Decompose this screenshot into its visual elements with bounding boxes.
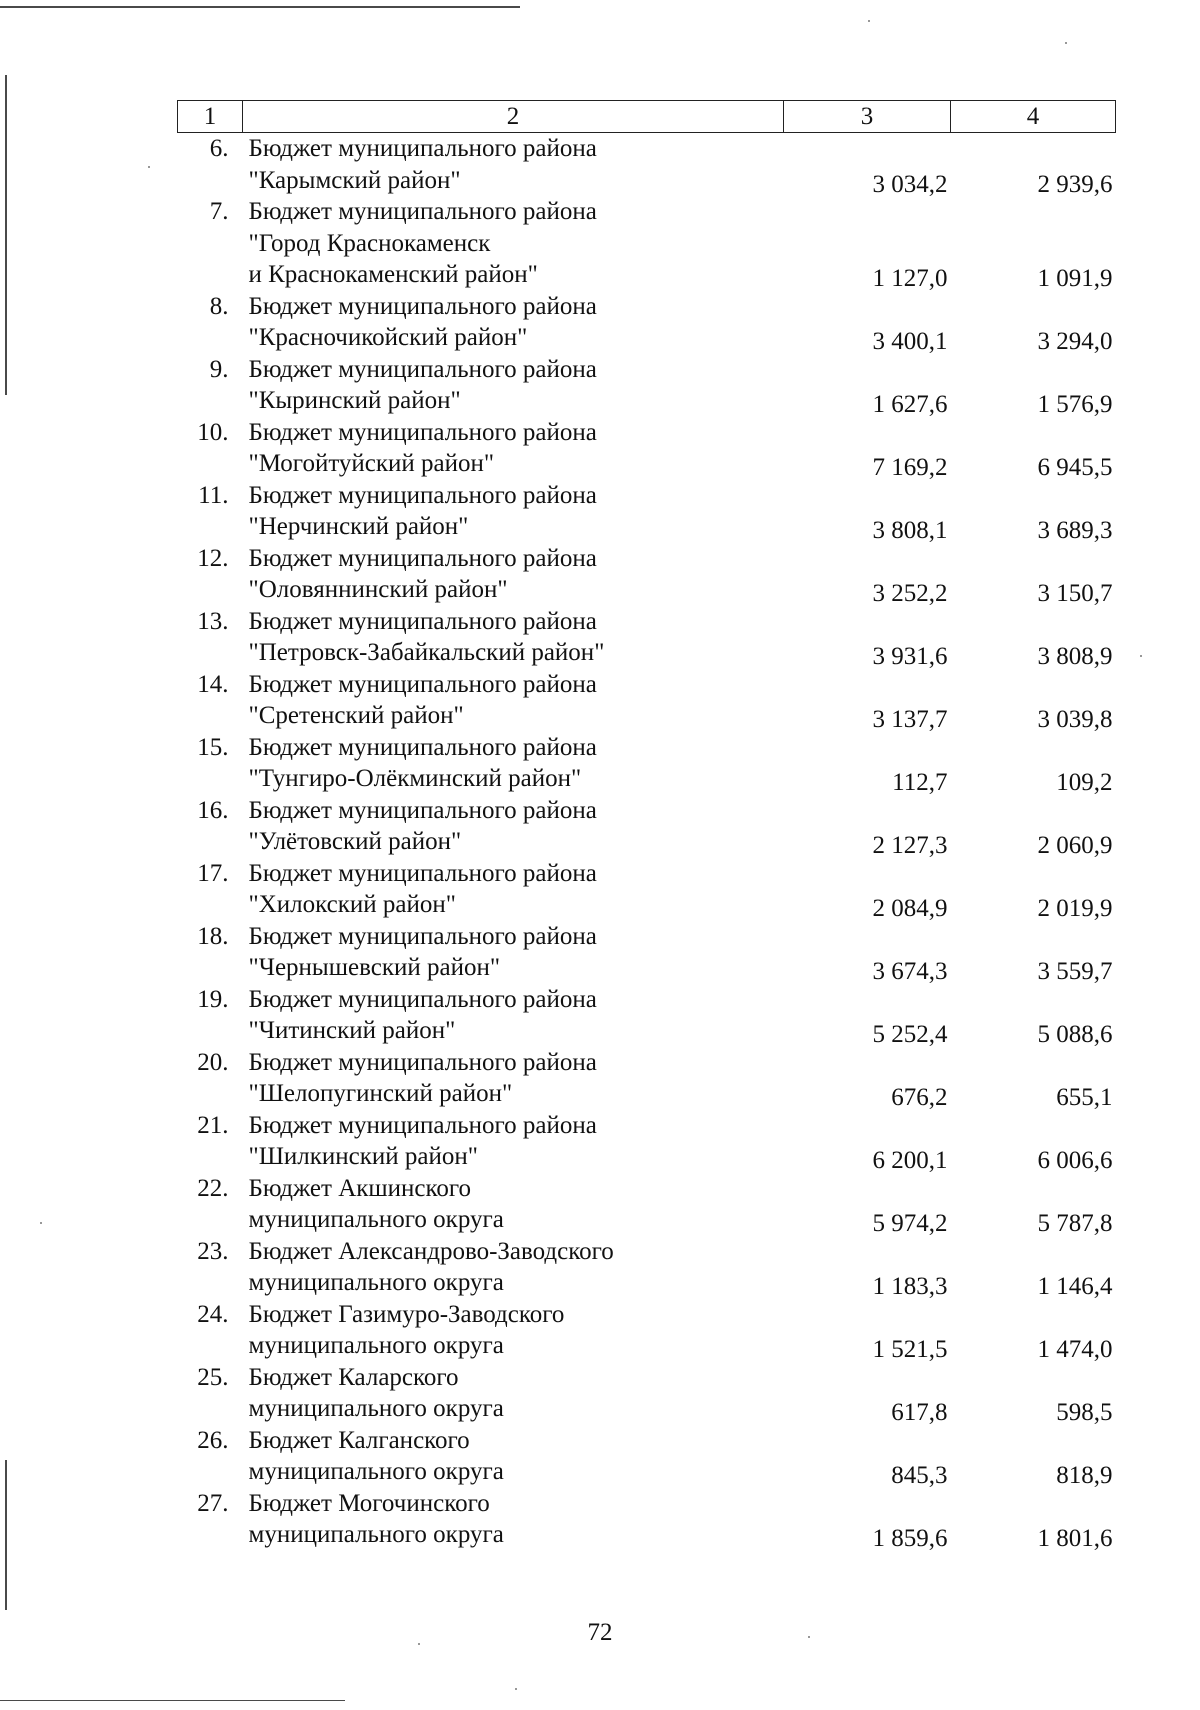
scan-edge-bottom	[0, 1700, 345, 1701]
budget-name-line: Бюджет муниципального района	[248, 922, 597, 950]
row-number: 19.	[197, 985, 229, 1013]
value-col-4	[951, 984, 1116, 1047]
budget-name	[243, 133, 784, 197]
amount: 5 787,8	[1037, 1210, 1113, 1237]
budget-name-line: "Оловяннинский район"	[248, 576, 508, 603]
value-col-4	[951, 196, 1116, 291]
amount: 1 627,6	[872, 391, 948, 418]
value-col-3	[784, 921, 951, 984]
table-row	[178, 354, 1116, 417]
amount: 3 931,6	[872, 643, 948, 670]
row-number: 27.	[197, 1489, 229, 1517]
row-number: 9.	[209, 355, 229, 383]
amount: 3 039,8	[1037, 706, 1113, 733]
value-col-3	[784, 480, 951, 543]
budget-name-line: Бюджет Калганского	[248, 1426, 470, 1454]
budget-name-line: "Кыринский район"	[248, 387, 461, 414]
value-col-4	[951, 606, 1116, 669]
amount: 676,2	[891, 1084, 948, 1111]
table-row	[178, 291, 1116, 354]
table-row	[178, 417, 1116, 480]
scan-speck	[1140, 655, 1142, 657]
amount: 1 859,6	[872, 1525, 948, 1552]
header-col-2: 2	[243, 101, 784, 133]
value-col-3	[784, 1047, 951, 1110]
value-col-4	[951, 133, 1116, 197]
value-col-3	[784, 984, 951, 1047]
budget-name-line: Бюджет муниципального района	[248, 292, 597, 320]
scan-speck	[40, 1222, 42, 1224]
table-row	[178, 1488, 1116, 1551]
budget-name-line: и Краснокаменский район"	[248, 261, 538, 288]
scan-edge-left-lower	[5, 1460, 7, 1610]
value-col-3	[784, 1488, 951, 1551]
table-body	[178, 133, 1116, 1551]
amount: 112,7	[892, 769, 948, 796]
value-col-3	[784, 1173, 951, 1236]
budget-name-line: Бюджет муниципального района	[248, 796, 597, 824]
amount: 1 576,9	[1037, 391, 1113, 418]
amount: 6 200,1	[872, 1147, 948, 1174]
table-row	[178, 196, 1116, 291]
budget-name-line: муниципального округа	[248, 1206, 504, 1233]
budget-name	[243, 606, 784, 669]
budget-name-line: "Улётовский район"	[248, 828, 462, 855]
value-col-4	[951, 291, 1116, 354]
value-col-3	[784, 795, 951, 858]
budget-name-line: Бюджет Газимуро-Заводского	[248, 1300, 565, 1328]
amount: 2 939,6	[1037, 170, 1113, 198]
value-col-4	[951, 795, 1116, 858]
value-col-3	[784, 417, 951, 480]
value-col-4	[951, 354, 1116, 417]
budget-name	[243, 1047, 784, 1110]
amount: 7 169,2	[872, 454, 948, 481]
value-col-4	[951, 1488, 1116, 1551]
table-row	[178, 669, 1116, 732]
amount: 2 060,9	[1037, 832, 1113, 859]
table-row	[178, 1425, 1116, 1488]
table-row	[178, 133, 1116, 197]
budget-name-line: "Тунгиро-Олёкминский район"	[248, 765, 582, 792]
value-col-4	[951, 858, 1116, 921]
header-col-3: 3	[784, 101, 951, 133]
amount: 6 945,5	[1037, 454, 1113, 481]
value-col-4	[951, 1110, 1116, 1173]
budget-name-line: "Хилокский район"	[248, 891, 456, 918]
value-col-4	[951, 1236, 1116, 1299]
budget-name-line: "Чернышевский район"	[248, 954, 501, 981]
row-number: 10.	[197, 418, 229, 446]
amount: 5 088,6	[1037, 1021, 1113, 1048]
amount: 3 252,2	[872, 580, 948, 607]
amount: 617,8	[891, 1399, 948, 1426]
value-col-3	[784, 1236, 951, 1299]
value-col-4	[951, 1299, 1116, 1362]
amount: 3 150,7	[1037, 580, 1113, 607]
budget-name-line: Бюджет Каларского	[248, 1363, 459, 1391]
value-col-3	[784, 858, 951, 921]
amount: 655,1	[1056, 1084, 1113, 1111]
value-col-3	[784, 732, 951, 795]
budget-name	[243, 417, 784, 480]
value-col-3	[784, 291, 951, 354]
amount: 1 521,5	[872, 1336, 948, 1363]
table-row	[178, 1299, 1116, 1362]
row-number: 18.	[197, 922, 229, 950]
amount: 109,2	[1056, 769, 1113, 796]
budget-name-line: Бюджет Александрово-Заводского	[248, 1237, 614, 1265]
scan-speck	[1065, 42, 1067, 44]
value-col-3	[784, 1299, 951, 1362]
value-col-3	[784, 133, 951, 197]
budget-name-line: Бюджет муниципального района	[248, 198, 597, 225]
amount: 2 019,9	[1037, 895, 1113, 922]
row-number: 11.	[198, 481, 229, 509]
page-number: 72	[587, 1619, 613, 1646]
value-col-3	[784, 1362, 951, 1425]
budget-name	[243, 1110, 784, 1173]
row-number: 12.	[197, 544, 229, 572]
row-number: 23.	[197, 1237, 229, 1265]
budget-name	[243, 1488, 784, 1551]
budget-name	[243, 354, 784, 417]
amount: 2 084,9	[872, 895, 948, 922]
row-number: 16.	[197, 796, 229, 824]
budget-name-line: Бюджет муниципального района	[248, 670, 597, 698]
scan-edge-top	[0, 6, 520, 8]
budget-name-line: "Карымский район"	[248, 166, 461, 194]
budget-name-line: Бюджет муниципального района	[248, 985, 597, 1013]
row-number: 6.	[209, 135, 229, 162]
budget-name-line: "Сретенский район"	[248, 702, 464, 729]
budget-name-line: муниципального округа	[248, 1395, 504, 1422]
amount: 3 400,1	[872, 328, 948, 355]
table-row	[178, 732, 1116, 795]
value-col-3	[784, 196, 951, 291]
budget-name-line: "Могойтуйский район"	[248, 450, 495, 477]
budget-name	[243, 984, 784, 1047]
budget-name-line: "Город Краснокаменск	[248, 229, 491, 257]
scan-speck	[515, 1688, 517, 1690]
budget-name	[243, 291, 784, 354]
table-row	[178, 1173, 1116, 1236]
amount: 3 808,9	[1037, 643, 1113, 670]
value-col-4	[951, 732, 1116, 795]
table-header-row	[178, 101, 1116, 133]
budget-name	[243, 1362, 784, 1425]
budget-name-line: Бюджет муниципального района	[248, 418, 597, 446]
value-col-4	[951, 1425, 1116, 1488]
budget-name-line: Бюджет муниципального района	[248, 1111, 597, 1139]
amount: 3 674,3	[872, 958, 948, 985]
amount: 3 689,3	[1037, 517, 1113, 544]
budget-name	[243, 480, 784, 543]
row-number: 8.	[209, 292, 229, 320]
amount: 1 801,6	[1037, 1525, 1113, 1552]
table-row	[178, 858, 1116, 921]
row-number: 24.	[197, 1300, 229, 1328]
row-number: 21.	[197, 1111, 229, 1139]
table-row	[178, 984, 1116, 1047]
budget-name-line: Бюджет муниципального района	[248, 481, 597, 509]
amount: 1 146,4	[1037, 1273, 1113, 1300]
table-row	[178, 480, 1116, 543]
header-col-4: 4	[951, 101, 1116, 133]
value-col-4	[951, 1173, 1116, 1236]
scan-speck	[148, 166, 150, 168]
amount: 1 091,9	[1037, 265, 1113, 292]
value-col-3	[784, 606, 951, 669]
value-col-4	[951, 921, 1116, 984]
value-col-3	[784, 354, 951, 417]
budget-table	[177, 100, 1116, 1551]
table-row	[178, 543, 1116, 606]
budget-name	[243, 732, 784, 795]
budget-name-line: муниципального округа	[248, 1269, 504, 1296]
budget-name	[243, 196, 784, 291]
amount: 3 808,1	[872, 517, 948, 544]
table-row	[178, 921, 1116, 984]
budget-name	[243, 921, 784, 984]
value-col-3	[784, 1110, 951, 1173]
value-col-4	[951, 543, 1116, 606]
amount: 2 127,3	[872, 832, 948, 859]
scan-edge-left-upper	[5, 75, 7, 395]
budget-name-line: Бюджет муниципального района	[248, 544, 597, 572]
table-row	[178, 1110, 1116, 1173]
amount: 5 252,4	[872, 1021, 948, 1048]
budget-name-line: "Нерчинский район"	[248, 513, 469, 540]
budget-name-line: Бюджет Могочинского	[248, 1489, 490, 1517]
budget-name-line: "Читинский район"	[248, 1017, 456, 1044]
amount: 818,9	[1056, 1462, 1113, 1489]
amount: 3 294,0	[1037, 328, 1113, 355]
budget-name	[243, 1236, 784, 1299]
amount: 3 137,7	[872, 706, 948, 733]
budget-name-line: "Шелопугинский район"	[248, 1080, 513, 1107]
value-col-3	[784, 543, 951, 606]
amount: 1 127,0	[872, 265, 948, 292]
amount: 845,3	[891, 1462, 948, 1489]
table-row	[178, 1047, 1116, 1110]
row-number: 25.	[197, 1363, 229, 1391]
budget-name-line: "Шилкинский район"	[248, 1143, 478, 1170]
budget-name	[243, 543, 784, 606]
budget-name-line: муниципального округа	[248, 1458, 504, 1485]
value-col-3	[784, 1425, 951, 1488]
amount: 1 183,3	[872, 1273, 948, 1300]
budget-name	[243, 858, 784, 921]
table-row	[178, 795, 1116, 858]
amount: 1 474,0	[1037, 1336, 1113, 1363]
scan-speck	[868, 20, 870, 22]
table-row	[178, 1362, 1116, 1425]
budget-name-line: Бюджет муниципального района	[248, 859, 597, 887]
budget-name-line: Бюджет муниципального района	[248, 733, 597, 761]
row-number: 14.	[197, 670, 229, 698]
budget-name-line: Бюджет Акшинского	[248, 1174, 472, 1202]
amount: 3 559,7	[1037, 958, 1113, 985]
row-number: 17.	[197, 859, 229, 887]
value-col-4	[951, 417, 1116, 480]
table-row	[178, 1236, 1116, 1299]
value-col-4	[951, 480, 1116, 543]
budget-name-line: "Петровск-Забайкальский район"	[248, 639, 605, 666]
value-col-4	[951, 1047, 1116, 1110]
budget-name-line: Бюджет муниципального района	[248, 355, 597, 383]
value-col-4	[951, 1362, 1116, 1425]
table-row	[178, 606, 1116, 669]
amount: 598,5	[1056, 1399, 1113, 1426]
value-col-3	[784, 669, 951, 732]
budget-name	[243, 795, 784, 858]
budget-name-line: "Красночикойский район"	[248, 324, 528, 351]
budget-name-line: муниципального округа	[248, 1332, 504, 1359]
amount: 3 034,2	[872, 170, 948, 198]
row-number: 13.	[197, 607, 229, 635]
budget-name	[243, 1173, 784, 1236]
budget-name-line: Бюджет муниципального района	[248, 607, 597, 635]
amount: 6 006,6	[1037, 1147, 1113, 1174]
amount: 5 974,2	[872, 1210, 948, 1237]
budget-name-line: муниципального округа	[248, 1521, 504, 1548]
row-number: 22.	[197, 1174, 229, 1202]
row-number: 20.	[197, 1048, 229, 1076]
budget-name	[243, 1299, 784, 1362]
row-number: 15.	[197, 733, 229, 761]
budget-name-line: Бюджет муниципального района	[248, 135, 597, 162]
budget-name	[243, 1425, 784, 1488]
header-col-1: 1	[178, 101, 243, 133]
row-number: 7.	[209, 198, 229, 225]
value-col-4	[951, 669, 1116, 732]
budget-name-line: Бюджет муниципального района	[248, 1048, 597, 1076]
budget-name	[243, 669, 784, 732]
row-number: 26.	[197, 1426, 229, 1454]
